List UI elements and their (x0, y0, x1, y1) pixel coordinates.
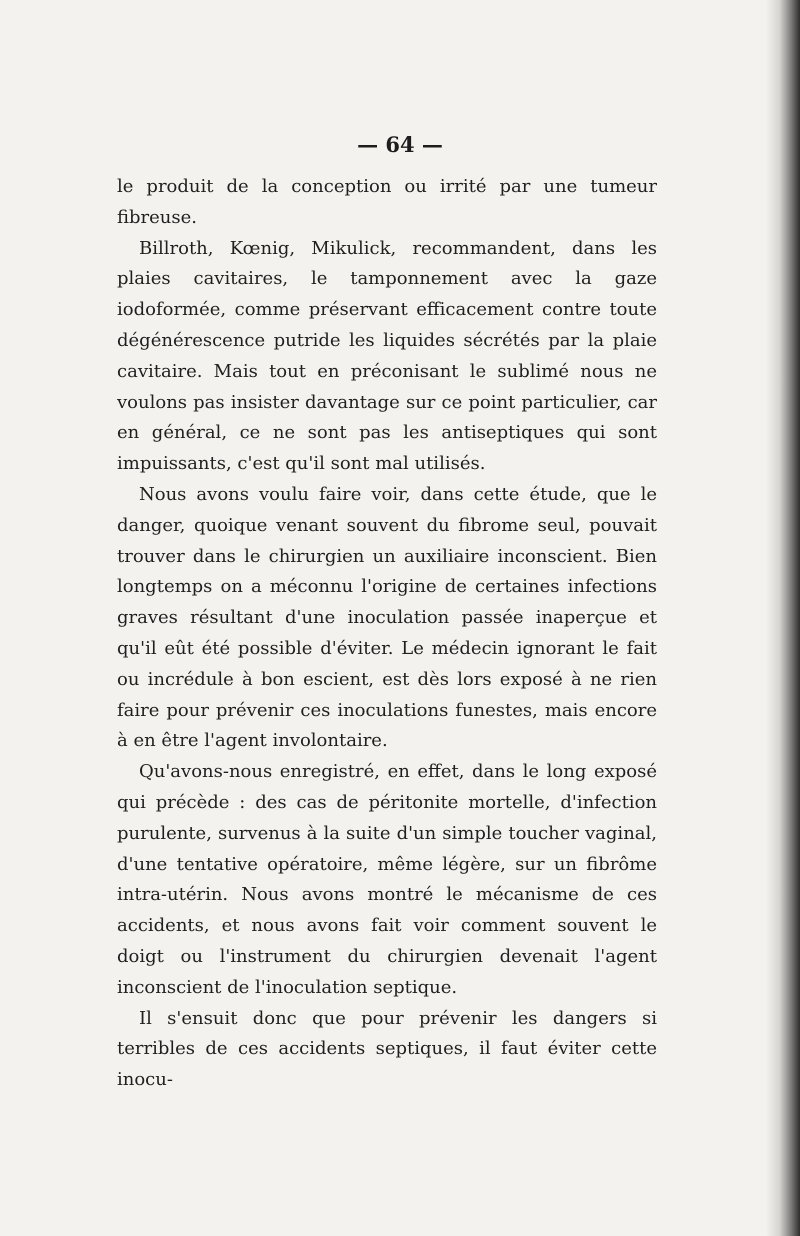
page-number: — 64 — (357, 132, 443, 157)
paragraph-1: le produit de la conception ou irrité par une tumeur fibreuse. (117, 176, 657, 228)
paragraph-5: Il s'ensuit donc que pour prévenir les dangers si terribles de ces accidents septiques, il faut éviter cette inocu- (117, 1007, 657, 1091)
paragraph-2: Billroth, Kœnig, Mikulick, recommandent, dans les plaies cavitaires, le tamponnement avec la gaze iodoformée, comme préservant efficacement contre toute dégénérescence putride les liquides sécrétés par la plaie cavitaire. Mais tout en préconisant le sublimé nous ne voulons pas insister davantage sur ce point particulier, car en général, ce ne sont pas les antiseptiques qui sont impuissants, c'est qu'il sont mal utilisés. (117, 237, 657, 475)
page-edge-shadow (766, 0, 800, 1236)
body-text (117, 172, 657, 1096)
paragraph-3: Nous avons voulu faire voir, dans cette étude, que le danger, quoique venant souvent du fibrome seul, pouvait trouver dans le chirurgien un auxiliaire inconscient. Bien longtemps on a méconnu l'origine de certaines infections graves résultant d'une inoculation passée inaperçue et qu'il eût été possible d'éviter. Le médecin ignorant le fait ou incrédule à bon escient, est dès lors exposé à ne rien faire pour prévenir ces inoculations funestes, mais encore à en être l'agent involontaire. (117, 483, 657, 752)
paragraph-4: Qu'avons-nous enregistré, en effet, dans le long exposé qui précède : des cas de péritonite mortelle, d'infection purulente, survenus à la suite d'un simple toucher vaginal, d'une tentative opératoire, même légère, sur un fibrôme intra-utérin. Nous avons montré le mécanisme de ces accidents, et nous avons fait voir comment souvent le doigt ou l'instrument du chirurgien devenait l'agent inconscient de l'inoculation septique. (117, 761, 657, 998)
